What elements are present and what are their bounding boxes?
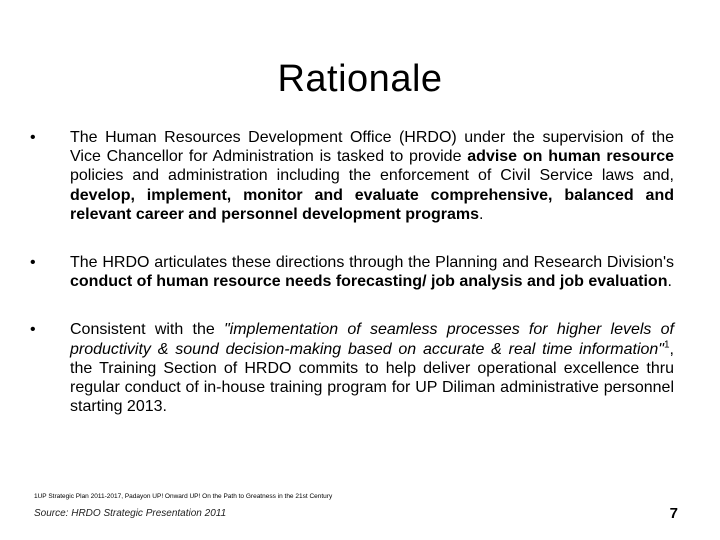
bullet-1-end: . xyxy=(479,205,484,223)
footnote: 1UP Strategic Plan 2011-2017, Padayon UP! Onward UP! On the Path to Greatness in the 21st Century xyxy=(34,493,333,500)
bullet-dot: • xyxy=(30,321,36,339)
bullet-2-end: . xyxy=(667,273,672,291)
bullet-1-text: The Human Resources Development Office (HRDO) under the supervision of the Vice Chancellor for Administration is tasked to provide xyxy=(70,129,674,166)
bullet-1-bold-advise: advise on human resource xyxy=(467,148,675,166)
bullet-list xyxy=(30,128,674,416)
source-citation: Source: HRDO Strategic Presentation 2011 xyxy=(34,508,227,519)
bullet-item-2 xyxy=(30,253,674,291)
bullet-item-1 xyxy=(30,128,674,224)
bullet-2-bold-conduct: conduct of human resource needs forecasting/ job analysis and job evaluation xyxy=(70,273,668,291)
bullet-dot: • xyxy=(30,254,36,272)
bullet-3-text-cont: , the Training Section of HRDO commits to help deliver operational excellence thru regular conduct of in-house training program for UP Diliman administrative personnel starting 2013. xyxy=(70,340,674,416)
slide-title: Rationale xyxy=(277,58,443,100)
bullet-item-3 xyxy=(30,320,674,416)
bullet-dot: • xyxy=(30,129,36,146)
bullet-1-bold-develop: develop, implement, monitor and evaluate comprehensive, balanced and relevant career and personnel development programs xyxy=(70,186,674,223)
bullet-1-text-cont: policies and administration including the enforcement of Civil Service laws and, xyxy=(70,167,674,185)
footnote-marker: 1 xyxy=(663,339,670,351)
bullet-2-text: The HRDO articulates these directions through the Planning and Research Division's xyxy=(70,254,674,272)
page-number: 7 xyxy=(669,505,678,522)
bullet-3-text: Consistent with the xyxy=(70,321,224,339)
bullet-3-italic-quote: "implementation of seamless processes for higher levels of productivity & sound decision-making based on accurate & real time information" xyxy=(70,321,675,358)
